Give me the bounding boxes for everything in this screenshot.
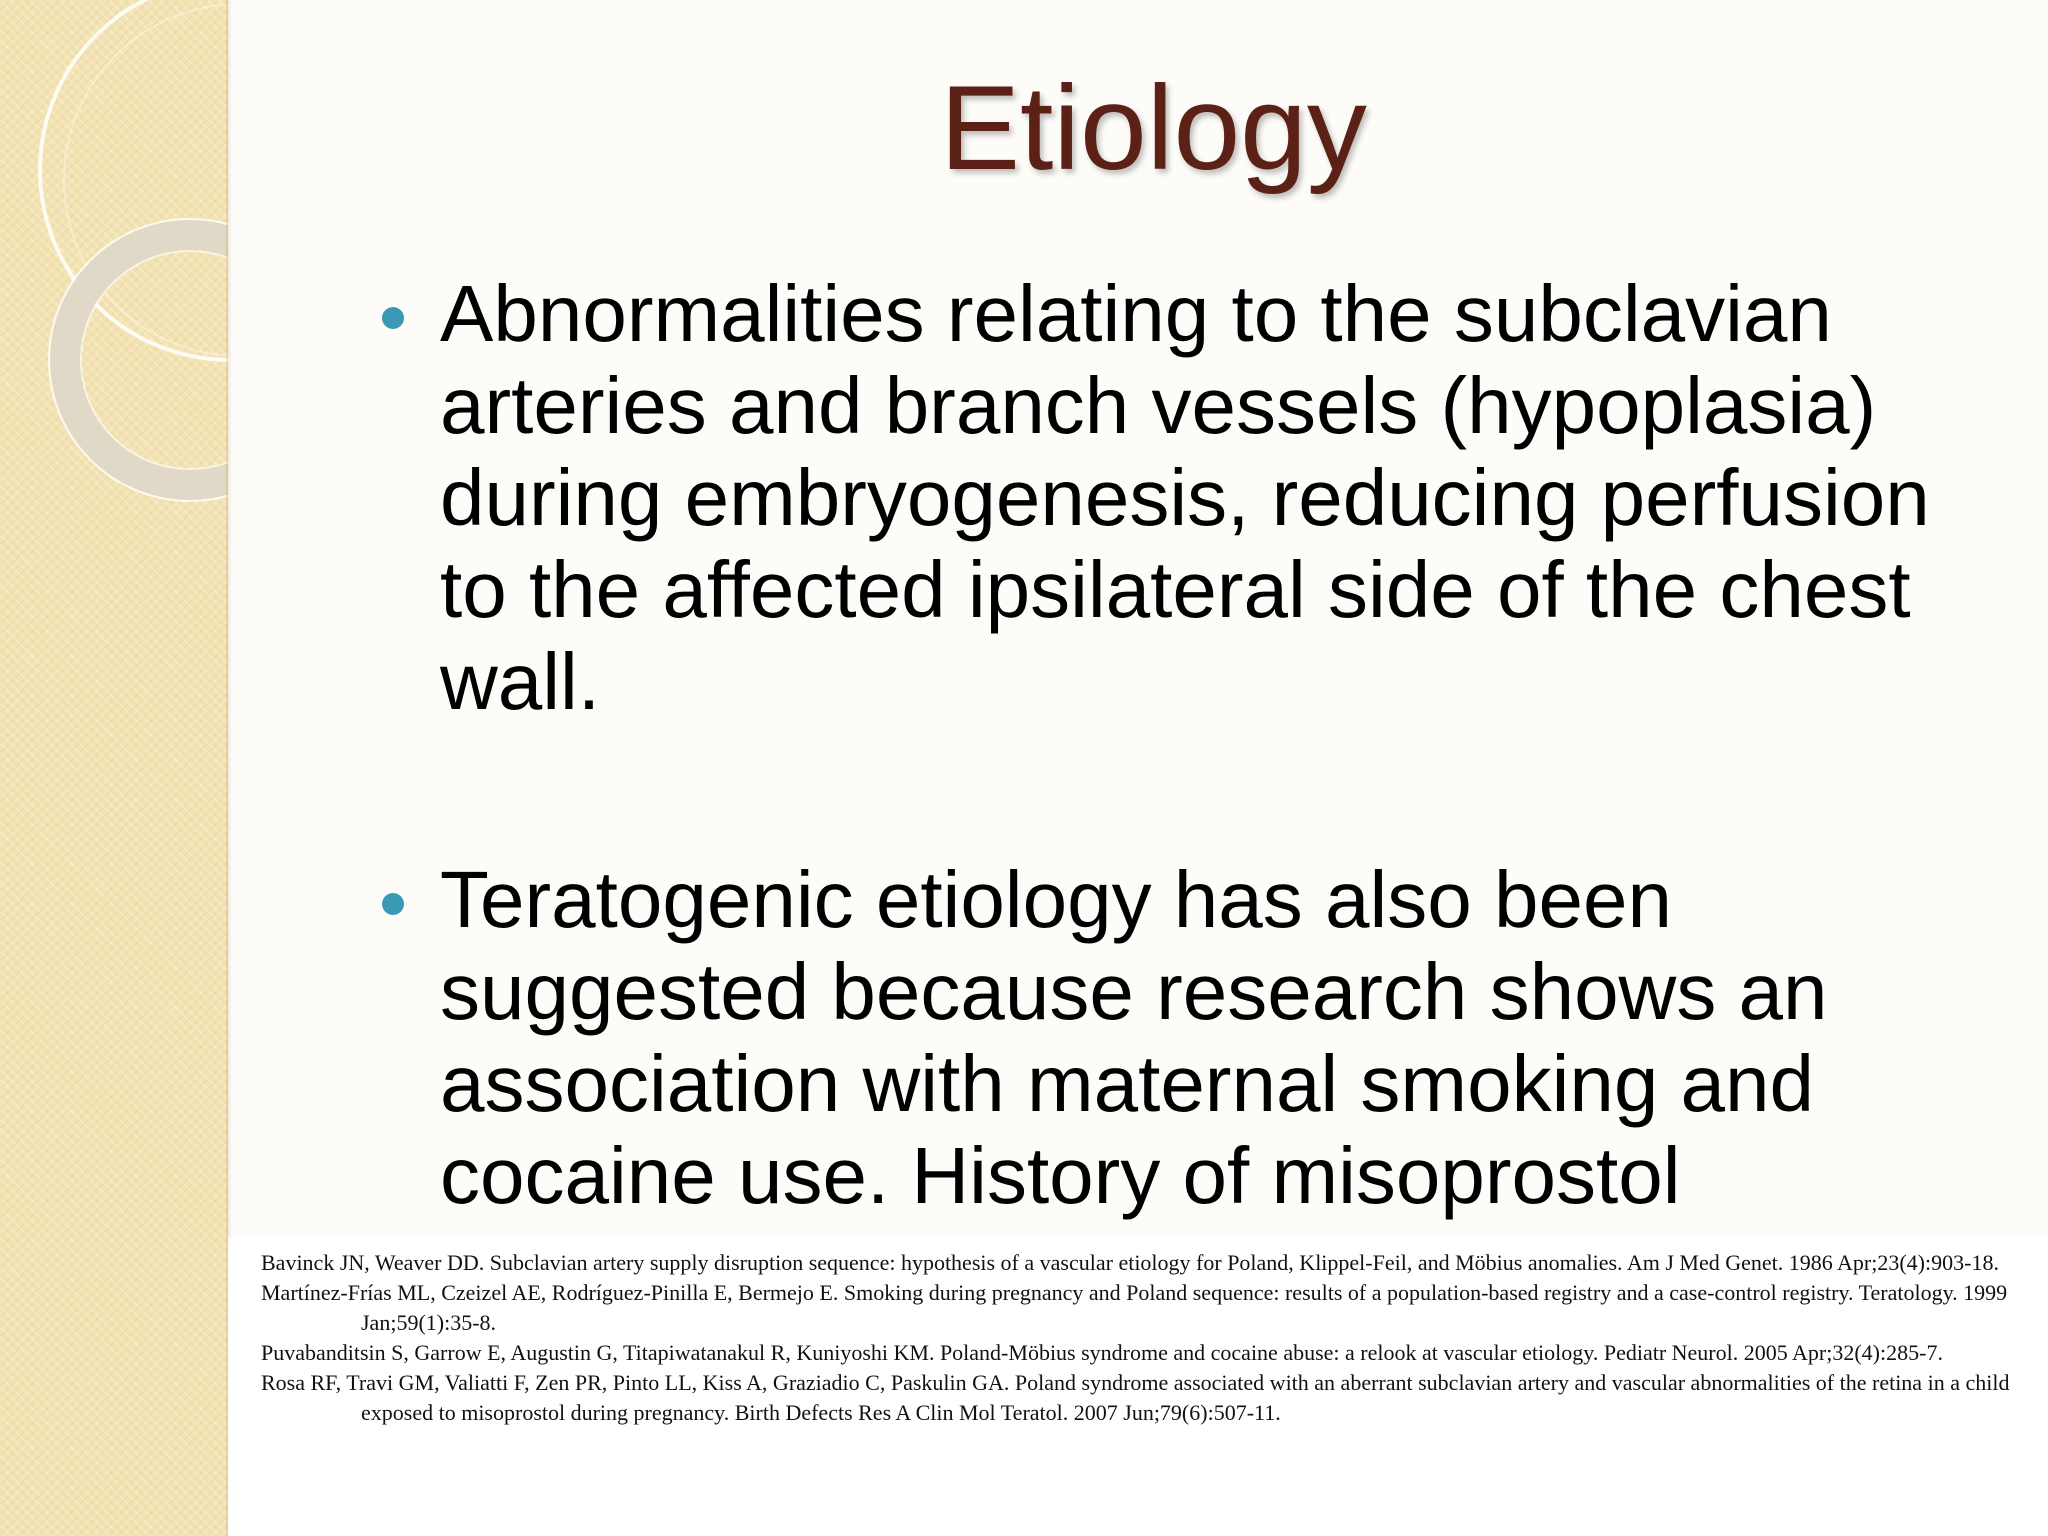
slide-title: Etiology [940, 61, 1367, 195]
bullet-text-1: Abnormalities relating to the subclavian arteries and branch vessels (hypoplasia) during embryogenesis, reducing perfusion to the affected ipsilateral side of the chest wall. [440, 269, 1930, 726]
reference-item-4: Rosa RF, Travi GM, Valiatti F, Zen PR, Pinto LL, Kiss A, Graziadio C, Paskulin GA. Poland syndrome associated with an aberrant subclavian artery and vascular abnormalities of the retina in a child exposed to misoprostol during pregnancy. Birth Defects Res A Clin Mol Teratol. 2007 Jun;79(6):507-11. [261, 1370, 2010, 1425]
bullet-marker-2 [382, 893, 404, 915]
reference-item-1: Bavinck JN, Weaver DD. Subclavian artery supply disruption sequence: hypothesis of a vascular etiology for Poland, Klippel-Feil, and Möbius anomalies. Am J Med Genet. 1986 Apr;23(4):903-18. [261, 1250, 1999, 1275]
decorative-rings-graphic [0, 0, 228, 1536]
references-box [228, 1238, 2048, 1536]
reference-item-2: Martínez-Frías ML, Czeizel AE, Rodríguez-Pinilla E, Bermejo E. Smoking during pregnancy and Poland sequence: results of a population-based registry and a case-control registry. Teratology. 1999 Jan;59(1):35-8. [261, 1280, 2008, 1335]
bullet-text-2: Teratogenic etiology has also been suggested because research shows an association with maternal smoking and cocaine use. History of misoprostol [440, 855, 1828, 1220]
bullet-marker-1 [382, 307, 404, 329]
reference-item-3: Puvabanditsin S, Garrow E, Augustin G, Titapiwatanakul R, Kuniyoshi KM. Poland-Möbius syndrome and cocaine abuse: a relook at vascular etiology. Pediatr Neurol. 2005 Apr;32(4):285-7. [261, 1340, 1943, 1365]
decorative-sidebar [0, 0, 228, 1536]
